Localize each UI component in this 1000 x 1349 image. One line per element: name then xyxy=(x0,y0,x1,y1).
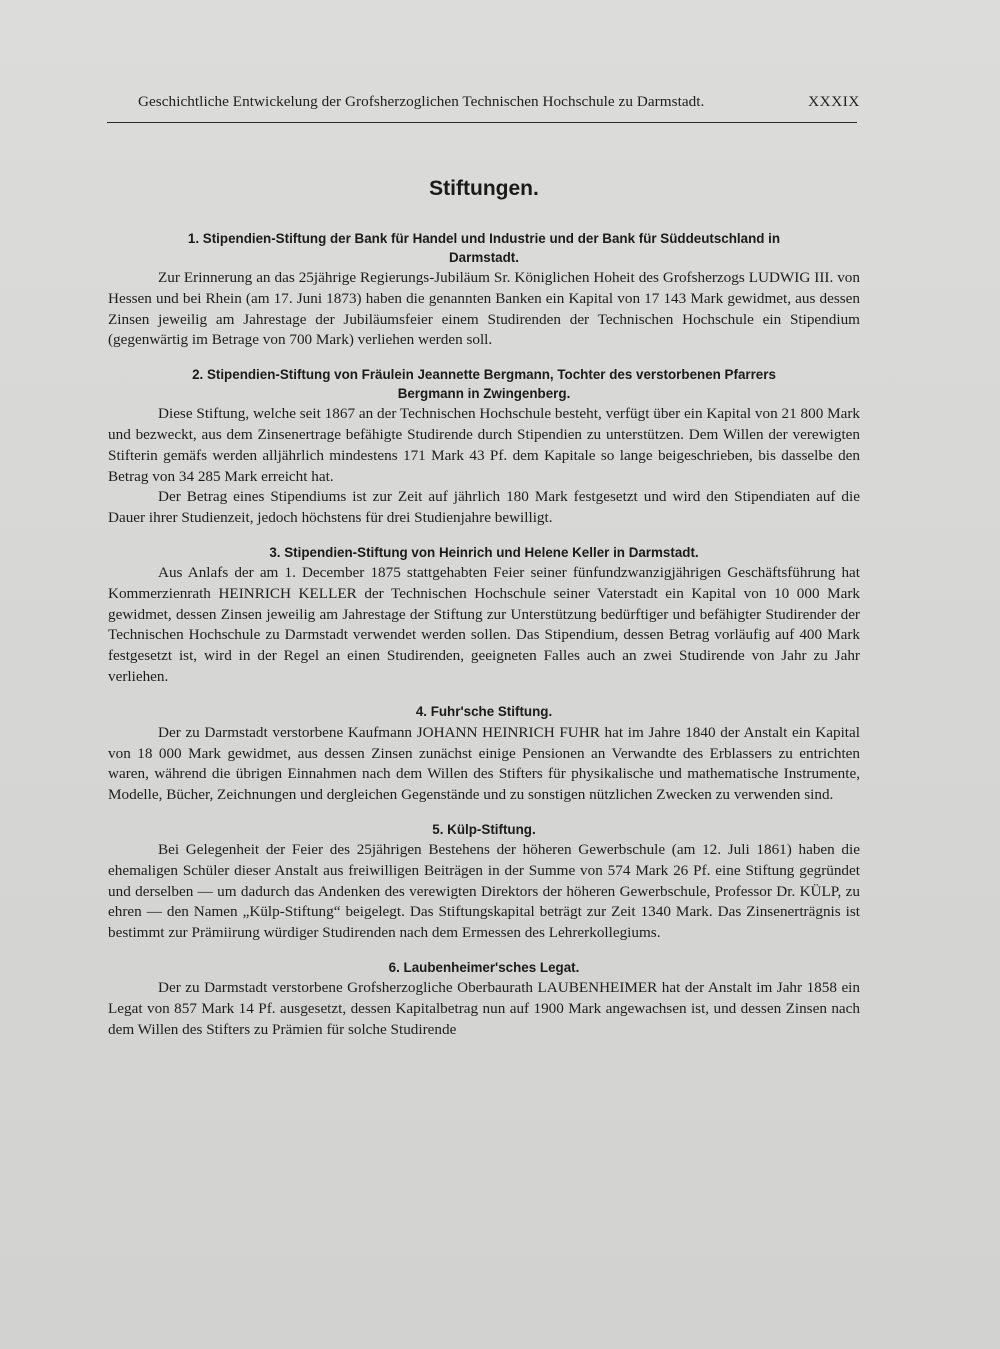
paragraph: Bei Gelegenheit der Feier des 25jährigen Bestehens der höheren Gewerbschule (am 12. Juli 1861) haben die ehemaligen Schüler dieser Anstalt aus freiwilligen Beiträgen in der Summe von 574 Mark 26 Pf. eine Stiftung gegründet und derselben — um dadurch das Andenken des verewigten Direktors der höheren Gewerbschule, Professor Dr. KÜLP, zu ehren — den Namen „Külp-Stiftung“ beigelegt. Das Stiftungskapital beträgt zur Zeit 1340 Mark. Das Zinsenerträgnis ist bestimmt zur Prämiirung würdiger Studirenden nach dem Ermessen des Lehrerkollegiums. xyxy=(108,840,860,942)
section-3 xyxy=(108,543,860,688)
section-2 xyxy=(108,365,860,529)
section-heading-line: 2. Stipendien-Stiftung von Fräulein Jeannette Bergmann, Tochter des verstorbenen Pfarrers xyxy=(192,367,776,383)
section-heading xyxy=(108,820,860,839)
section-6 xyxy=(108,958,860,1040)
paragraph: Der zu Darmstadt verstorbene Grofsherzogliche Oberbaurath LAUBENHEIMER hat der Anstalt im Jahr 1858 ein Legat von 857 Mark 14 Pf. ausgesetzt, dessen Kapitalbetrag nun auf 1900 Mark angewachsen ist, und dessen Zinsen nach dem Willen des Stifters zu Prämien für solche Studirende xyxy=(108,978,860,1038)
section-4 xyxy=(108,702,860,806)
section-heading xyxy=(108,702,860,721)
section-heading xyxy=(108,365,860,403)
paragraph: Aus Anlafs der am 1. December 1875 stattgehabten Feier seiner fünfundzwanzigjährigen Geschäftsführung hat Kommerzienrath HEINRICH KELLER der Technischen Hochschule seiner Vaterstadt ein Kapital von 10 000 Mark gewidmet, dessen Zinsen jeweilig am Jahrestage der Stiftung zur Unterstützung bedürftiger und befähigter Studirender der Technischen Hochschule zu Darmstadt verwendet werden sollen. Das Stipendium, dessen Betrag vorläufig auf 400 Mark festgesetzt ist, wird in der Regel an einen Studirenden, geeigneten Falles auch an zwei Studirende von Jahr zu Jahr verliehen. xyxy=(108,563,860,685)
section-heading-line: 3. Stipendien-Stiftung von Heinrich und Helene Keller in Darmstadt. xyxy=(269,544,699,560)
section-heading xyxy=(108,543,860,562)
page-number: XXXIX xyxy=(808,93,860,110)
header-rule xyxy=(107,122,857,123)
section-heading xyxy=(108,958,860,977)
paragraph: Der Betrag eines Stipendiums ist zur Zeit auf jährlich 180 Mark festgesetzt und wird den Stipendiaten auf die Dauer ihrer Studienzeit, jedoch höchstens für drei Studienjahre bewilligt. xyxy=(108,488,860,527)
section-heading-line: 4. Fuhr'sche Stiftung. xyxy=(415,703,553,719)
paragraph: Der zu Darmstadt verstorbene Kaufmann JOHANN HEINRICH FUHR hat im Jahre 1840 der Anstalt ein Kapital von 18 000 Mark gewidmet, aus dessen Zinsen zunächst einige Pensionen an Verwandte des Erblassers zu entrichten waren, während die übrigen Einnahmen nach dem Willen des Stifters für physikalische und mathematische Instrumente, Modelle, Bücher, Zeichnungen und dergleichen Gegenstände und zu sonstigen nützlichen Zwecken zu verwenden sind. xyxy=(108,723,860,804)
section-heading-line: 6. Laubenheimer'sches Legat. xyxy=(388,959,580,975)
section-heading-line: 5. Külp-Stiftung. xyxy=(432,821,536,837)
running-header-title: Geschichtliche Entwickelung der Grofsherzoglichen Technischen Hochschule zu Darmstadt. xyxy=(138,93,705,110)
section-heading-line: 1. Stipendien-Stiftung der Bank für Handel und Industrie und der Bank für Süddeutschland in xyxy=(187,231,781,246)
section-1 xyxy=(108,229,860,351)
section-heading xyxy=(108,229,860,267)
section-heading-line: Darmstadt. xyxy=(449,250,519,265)
page-body xyxy=(108,174,860,1054)
running-header xyxy=(108,93,860,117)
page-heading: Stiftungen. xyxy=(429,177,539,200)
section-5 xyxy=(108,820,860,944)
section-heading-line: Bergmann in Zwingenberg. xyxy=(397,386,571,402)
paragraph: Zur Erinnerung an das 25jährige Regierungs-Jubiläum Sr. Königlichen Hoheit des Grofsherzogs LUDWIG III. von Hessen und bei Rhein (am 17. Juni 1873) haben die genannten Banken ein Kapital von 17 143 Mark gewidmet, aus dessen Zinsen jeweilig am Jahrestage der Jubiläumsfeier einem Studirenden der Technischen Hochschule ein Stipendium (gegenwärtig im Betrage von 700 Mark) verliehen werden soll. xyxy=(108,269,860,349)
paragraph: Diese Stiftung, welche seit 1867 an der Technischen Hochschule besteht, verfügt über ein Kapital von 21 800 Mark und bezweckt, aus dem Zinsenertrage befähigte Studirende durch Stipendien zu unterstützen. Dem Willen der verewigten Stifterin gemäfs werden alljährlich mindestens 171 Mark 43 Pf. dem Kapitale so lange beigeschrieben, bis dasselbe den Betrag von 34 285 Mark erreicht hat. xyxy=(108,405,860,485)
